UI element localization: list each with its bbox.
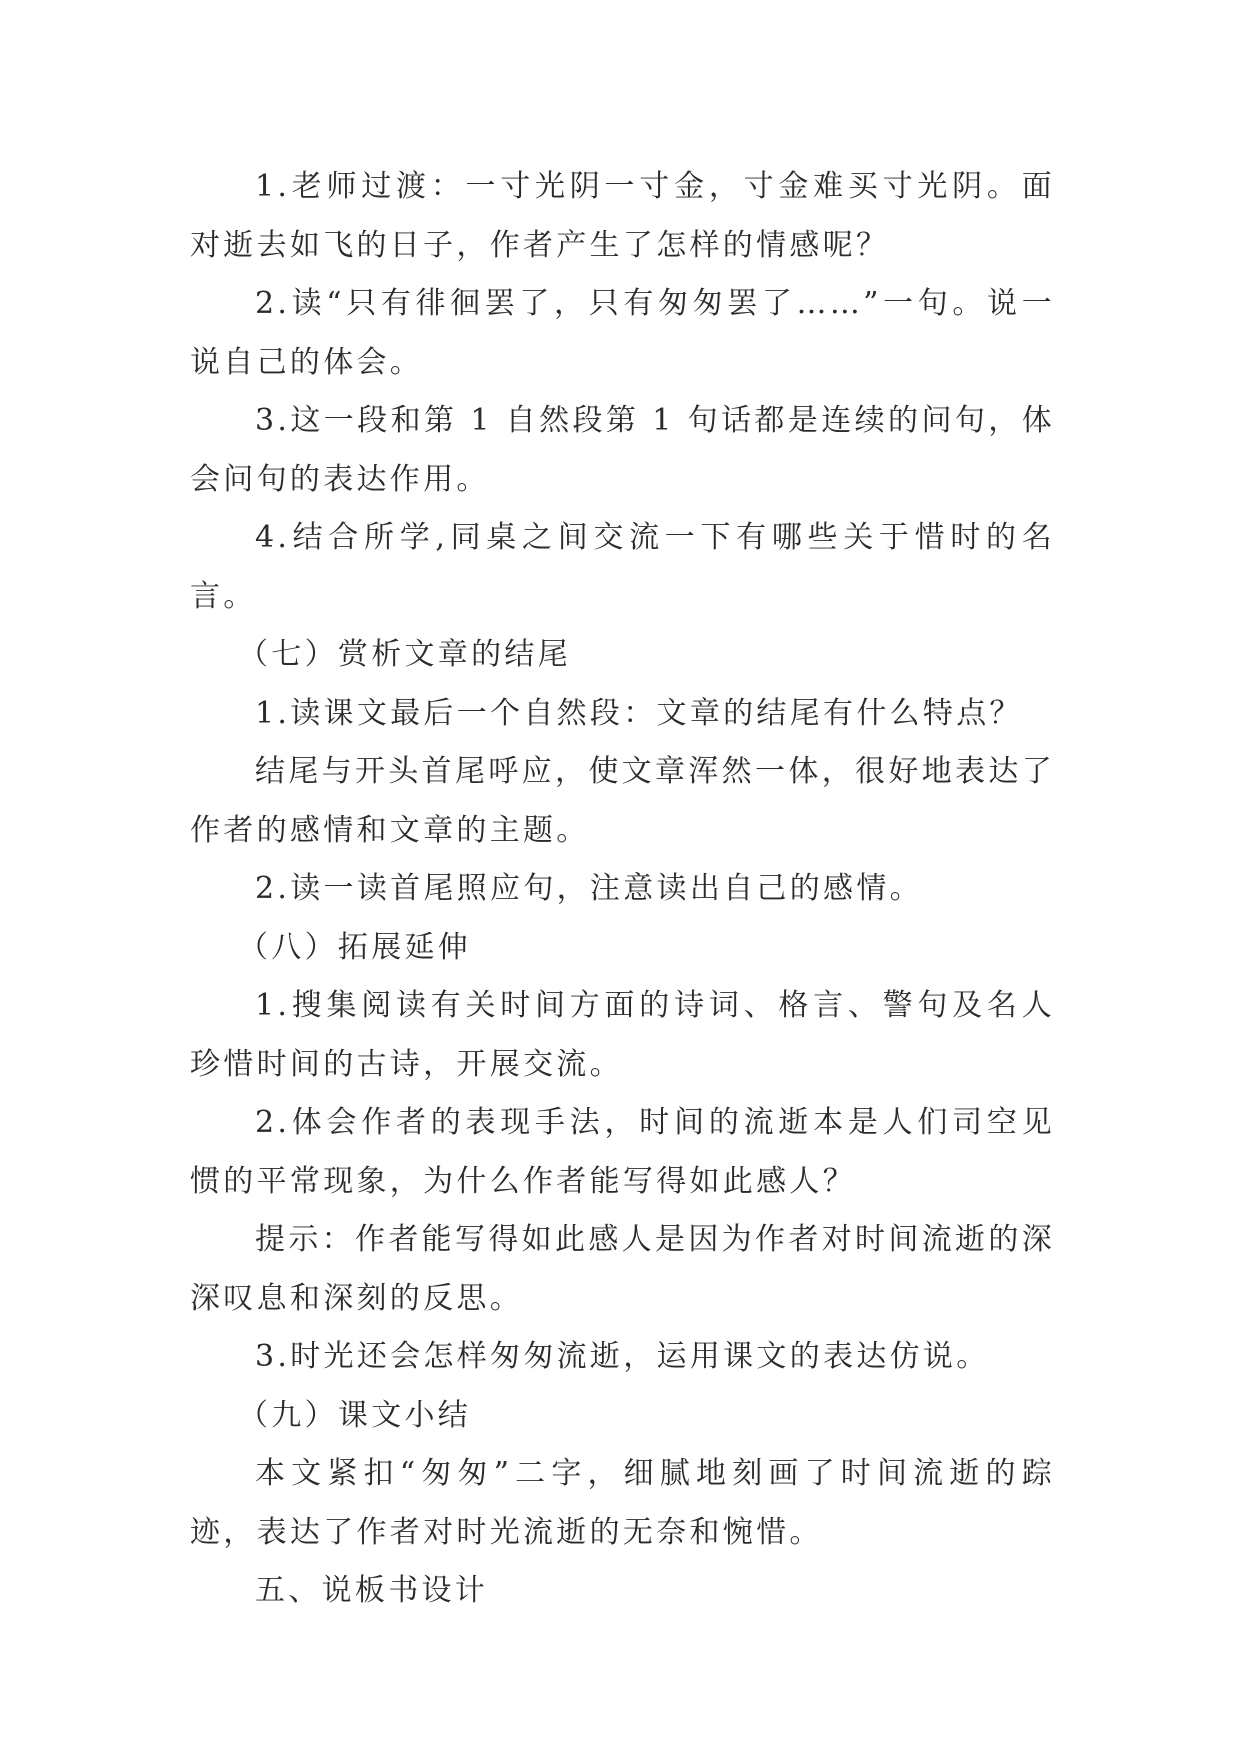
paragraph-share-quotes: 4.结合所学,同桌之间交流一下有哪些关于惜时的名言。 — [190, 520, 1055, 614]
paragraph-ending-feature: 1.读课文最后一个自然段：文章的结尾有什么特点？ — [255, 695, 1023, 731]
paragraph-ending-answer: 结尾与开头首尾呼应，使文章浑然一体，很好地表达了作者的感情和文章的主题。 — [190, 754, 1055, 848]
section-heading-summary: （九）课文小结 — [238, 1397, 472, 1433]
paragraph-technique: 2.体会作者的表现手法，时间的流逝本是人们司空见惯的平常现象，为什么作者能写得如此感人？ — [190, 1105, 1055, 1199]
document-body — [190, 158, 1055, 1621]
paragraph-question-function: 3.这一段和第 1 自然段第 1 句话都是连续的问句，体会问句的表达作用。 — [190, 403, 1055, 497]
paragraph-summary: 本文紧扣“匆匆”二字，细腻地刻画了时间流逝的踪迹，表达了作者对时光流逝的无奈和惋惜。 — [190, 1456, 1055, 1550]
paragraph-imitate: 3.时光还会怎样匆匆流逝，运用课文的表达仿说。 — [255, 1339, 990, 1374]
paragraph-hint: 提示：作者能写得如此感人是因为作者对时间流逝的深深叹息和深刻的反思。 — [190, 1222, 1055, 1316]
paragraph-transition-question: 1.老师过渡：一寸光阴一寸金，寸金难买寸光阴。面对逝去如飞的日子，作者产生了怎样的情感呢？ — [190, 169, 1055, 263]
section-heading-extension: （八）拓展延伸 — [238, 929, 472, 965]
section-heading-board-design: 五、说板书设计 — [255, 1573, 489, 1608]
paragraph-collect-poems: 1.搜集阅读有关时间方面的诗词、格言、警句及名人珍惜时间的古诗，开展交流。 — [190, 988, 1055, 1082]
paragraph-read-echo: 2.读一读首尾照应句，注意读出自己的感情。 — [255, 871, 923, 906]
paragraph-read-sentence: 2.读“只有徘徊罢了，只有匆匆罢了……”一句。说一说自己的体会。 — [190, 286, 1055, 380]
section-heading-ending: （七）赏析文章的结尾 — [238, 637, 571, 672]
